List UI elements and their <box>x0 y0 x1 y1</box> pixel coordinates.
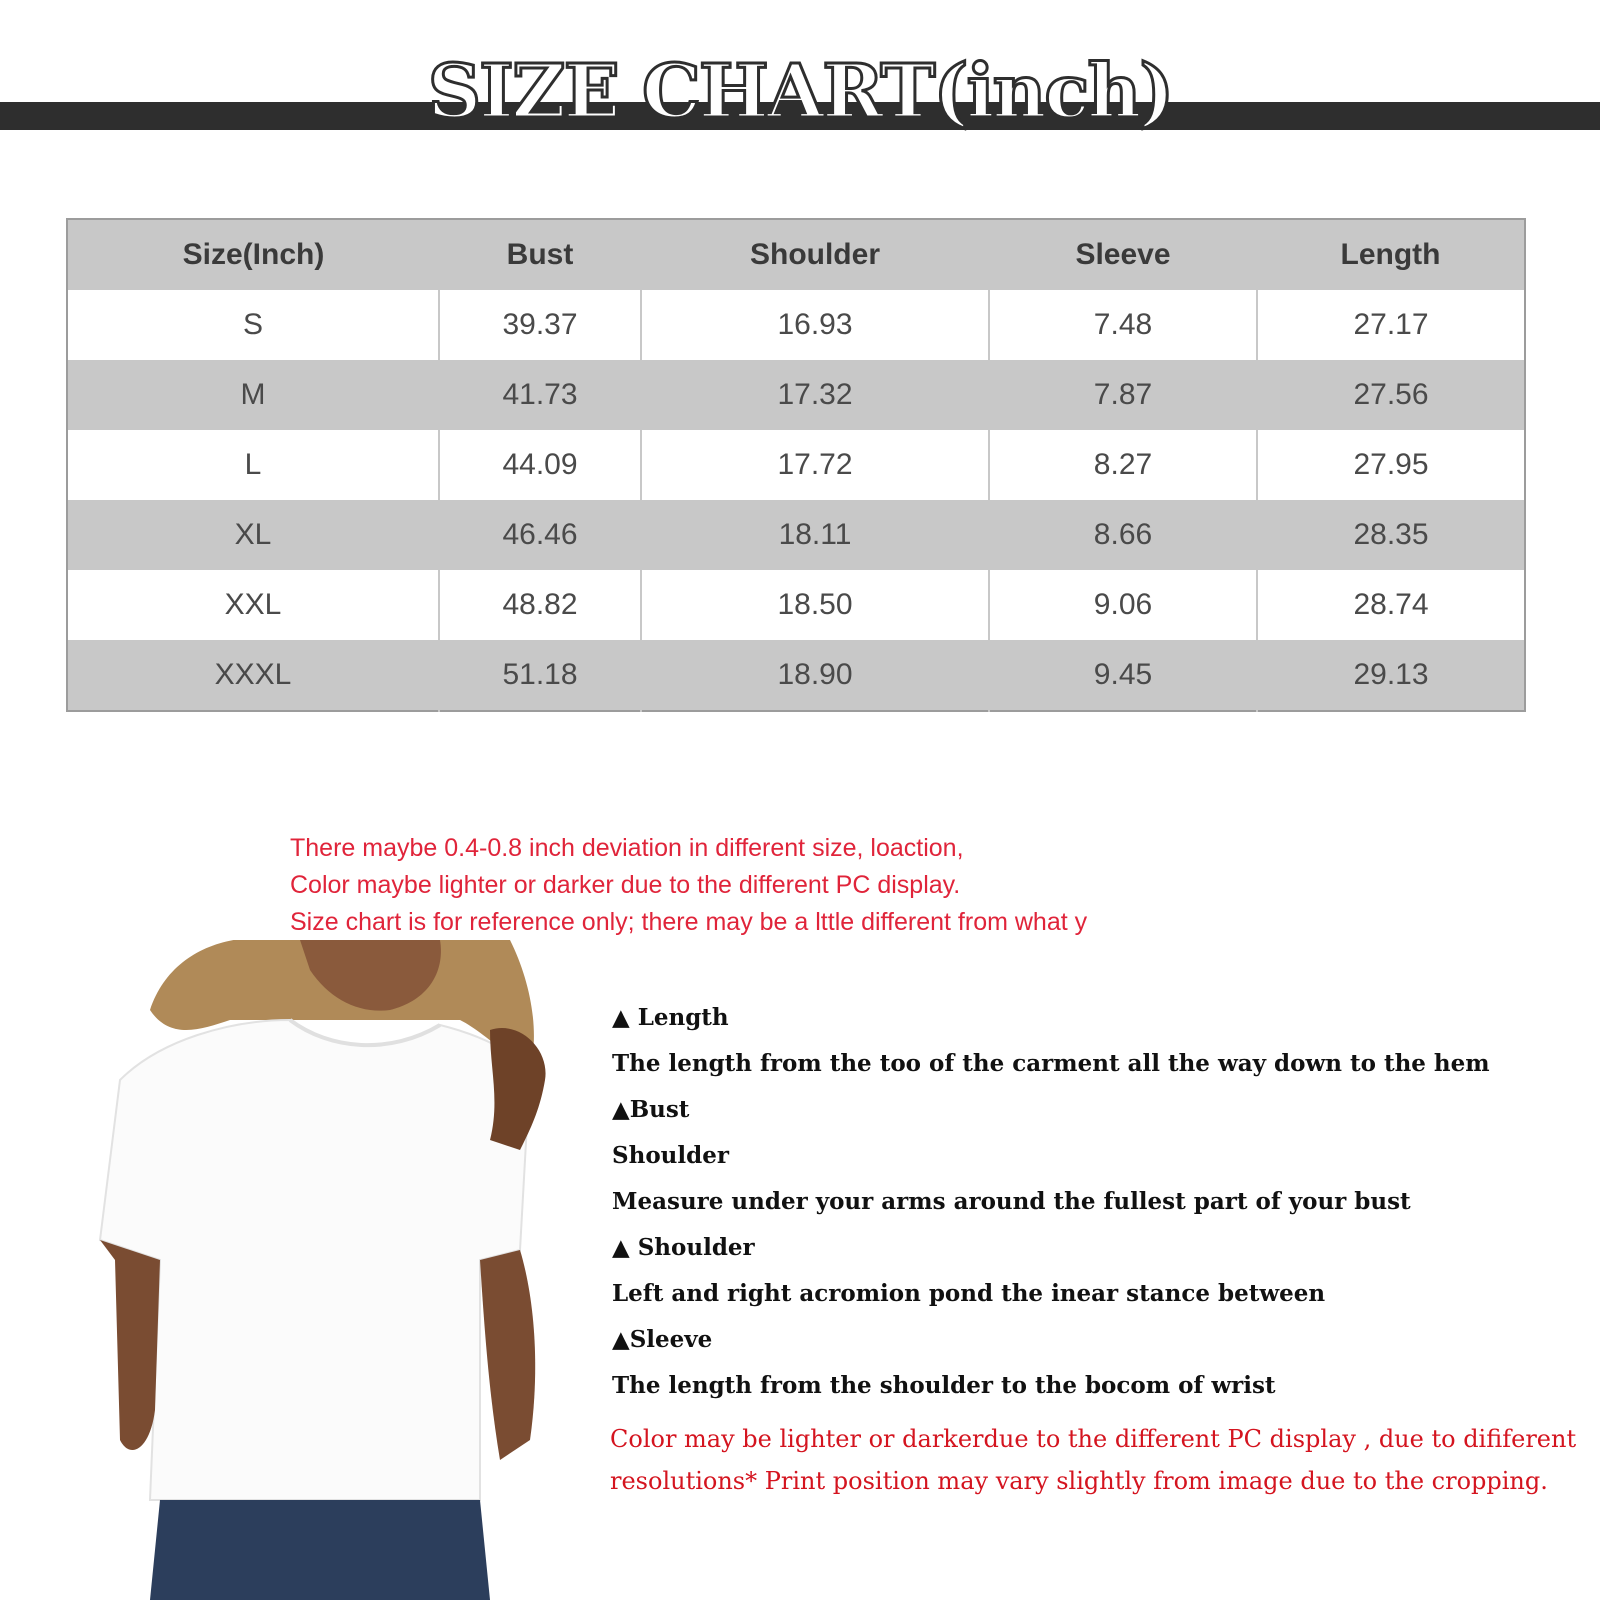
table-cell: 17.72 <box>641 430 989 500</box>
table-cell: 28.74 <box>1257 570 1525 640</box>
table-row <box>67 500 1525 570</box>
table-cell: 44.09 <box>439 430 641 500</box>
instruction-text: Measure under your arms around the fullest part of your bust <box>612 1188 1411 1215</box>
table-row <box>67 570 1525 640</box>
table-cell: XL <box>67 500 439 570</box>
page-title: SIZE CHART(inch) <box>427 49 1173 135</box>
deviation-line: Color maybe lighter or darker due to the different PC display. <box>290 871 961 899</box>
instruction-text: Shoulder <box>612 1142 729 1169</box>
instruction-heading-shoulder: ▲ Shoulder <box>612 1234 755 1261</box>
measurement-instructions <box>612 995 1572 1409</box>
table-cell: L <box>67 430 439 500</box>
model-photo <box>60 940 580 1600</box>
table-cell: 7.87 <box>989 360 1257 430</box>
table-cell: 41.73 <box>439 360 641 430</box>
table-cell: 17.32 <box>641 360 989 430</box>
disclaimer-line: resolutions* Print position may vary slightly from image due to the cropping. <box>610 1467 1548 1495</box>
header-size: Size(Inch) <box>67 219 439 290</box>
table-cell: S <box>67 290 439 360</box>
table-cell: XXL <box>67 570 439 640</box>
table-header-row <box>67 219 1525 290</box>
table-row <box>67 430 1525 500</box>
table-row <box>67 360 1525 430</box>
instruction-text: The length from the too of the carment all the way down to the hem <box>612 1050 1490 1077</box>
table-cell: 7.48 <box>989 290 1257 360</box>
table-cell: 46.46 <box>439 500 641 570</box>
deviation-notes <box>290 830 1150 941</box>
instruction-text: Left and right acromion pond the inear stance between <box>612 1280 1326 1307</box>
table-row <box>67 290 1525 360</box>
header-sleeve: Sleeve <box>989 219 1257 290</box>
table-cell: M <box>67 360 439 430</box>
disclaimer-line: Color may be lighter or darkerdue to the different PC display , due to dififerent <box>610 1425 1577 1453</box>
deviation-line: There maybe 0.4-0.8 inch deviation in different size, loaction, <box>290 834 964 862</box>
header-shoulder: Shoulder <box>641 219 989 290</box>
table-cell: 51.18 <box>439 640 641 711</box>
table-cell: 18.50 <box>641 570 989 640</box>
table-cell: 8.27 <box>989 430 1257 500</box>
instruction-heading-bust: ▲Bust <box>612 1096 690 1123</box>
table-cell: XXXL <box>67 640 439 711</box>
table-cell: 27.17 <box>1257 290 1525 360</box>
table-cell: 9.06 <box>989 570 1257 640</box>
table-cell: 8.66 <box>989 500 1257 570</box>
table-row <box>67 640 1525 711</box>
deviation-line: Size chart is for reference only; there may be a lttle different from what y <box>290 908 1088 936</box>
instruction-text: The length from the shoulder to the bocom of wrist <box>612 1372 1276 1399</box>
table-cell: 27.56 <box>1257 360 1525 430</box>
instruction-heading-sleeve: ▲Sleeve <box>612 1326 713 1353</box>
table-cell: 27.95 <box>1257 430 1525 500</box>
table-cell: 18.11 <box>641 500 989 570</box>
table-cell: 28.35 <box>1257 500 1525 570</box>
instruction-heading-length: ▲ Length <box>612 1004 729 1031</box>
header-length: Length <box>1257 219 1525 290</box>
table-cell: 18.90 <box>641 640 989 711</box>
header-bust: Bust <box>439 219 641 290</box>
table-cell: 16.93 <box>641 290 989 360</box>
table-cell: 29.13 <box>1257 640 1525 711</box>
table-cell: 39.37 <box>439 290 641 360</box>
table-cell: 48.82 <box>439 570 641 640</box>
table-cell: 9.45 <box>989 640 1257 711</box>
color-disclaimer <box>610 1418 1577 1502</box>
size-chart-table <box>66 218 1526 712</box>
